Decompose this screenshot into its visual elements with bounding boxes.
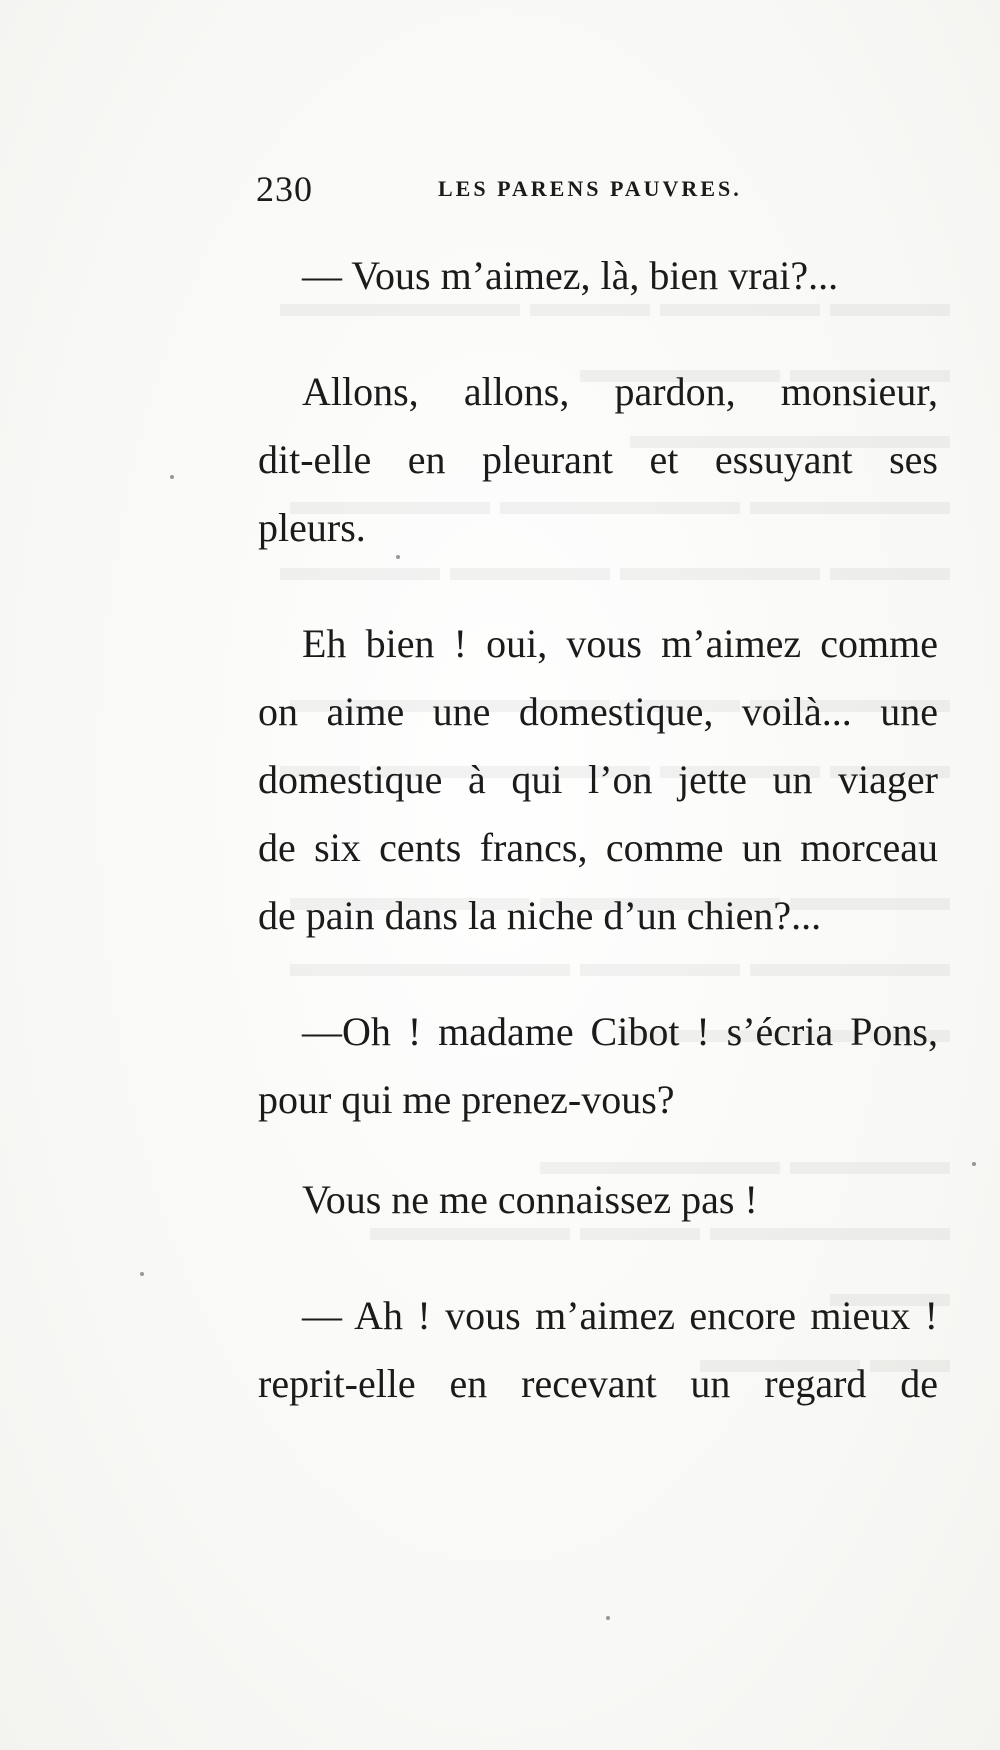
text-line: dit-elle en pleurant et essuyant ses	[258, 437, 938, 482]
body-text	[258, 242, 938, 1418]
text-line: de six cents francs, comme un morceau	[258, 825, 938, 870]
text-line: de pain dans la niche d’un chien?...	[258, 893, 822, 938]
text-line: domestique à qui l’on jette un viager	[258, 757, 938, 802]
paragraph-3	[258, 610, 938, 950]
paper-speck	[606, 1616, 610, 1620]
text-line: —Oh ! madame Cibot ! s’écria Pons,	[302, 1009, 938, 1054]
page-number: 230	[256, 169, 313, 209]
paragraph-6	[258, 1282, 938, 1418]
text-line: — Ah ! vous m’aimez encore mieux !	[302, 1293, 938, 1338]
paper-speck	[170, 475, 174, 479]
text-line: on aime une domestique, voilà... une	[258, 689, 938, 734]
running-title: LES PARENS PAUVRES.	[438, 176, 742, 201]
paper-speck	[140, 1272, 144, 1276]
paragraph-2	[258, 358, 938, 562]
paper-speck	[396, 555, 400, 559]
running-header	[256, 168, 776, 208]
text-line: reprit-elle en recevant un regard de	[258, 1361, 938, 1406]
paragraph-4	[258, 998, 938, 1134]
text-line: — Vous m’aimez, là, bien vrai?...	[302, 253, 839, 298]
text-line: pleurs.	[258, 505, 366, 550]
paragraph-5	[258, 1166, 938, 1234]
paragraph-1	[258, 242, 938, 310]
text-line: pour qui me prenez-vous?	[258, 1077, 675, 1122]
text-line: Vous ne me connaissez pas !	[302, 1177, 758, 1222]
paper-speck	[972, 1162, 976, 1166]
text-line: Allons, allons, pardon, monsieur,	[302, 369, 938, 414]
text-line: Eh bien ! oui, vous m’aimez comme	[302, 621, 938, 666]
